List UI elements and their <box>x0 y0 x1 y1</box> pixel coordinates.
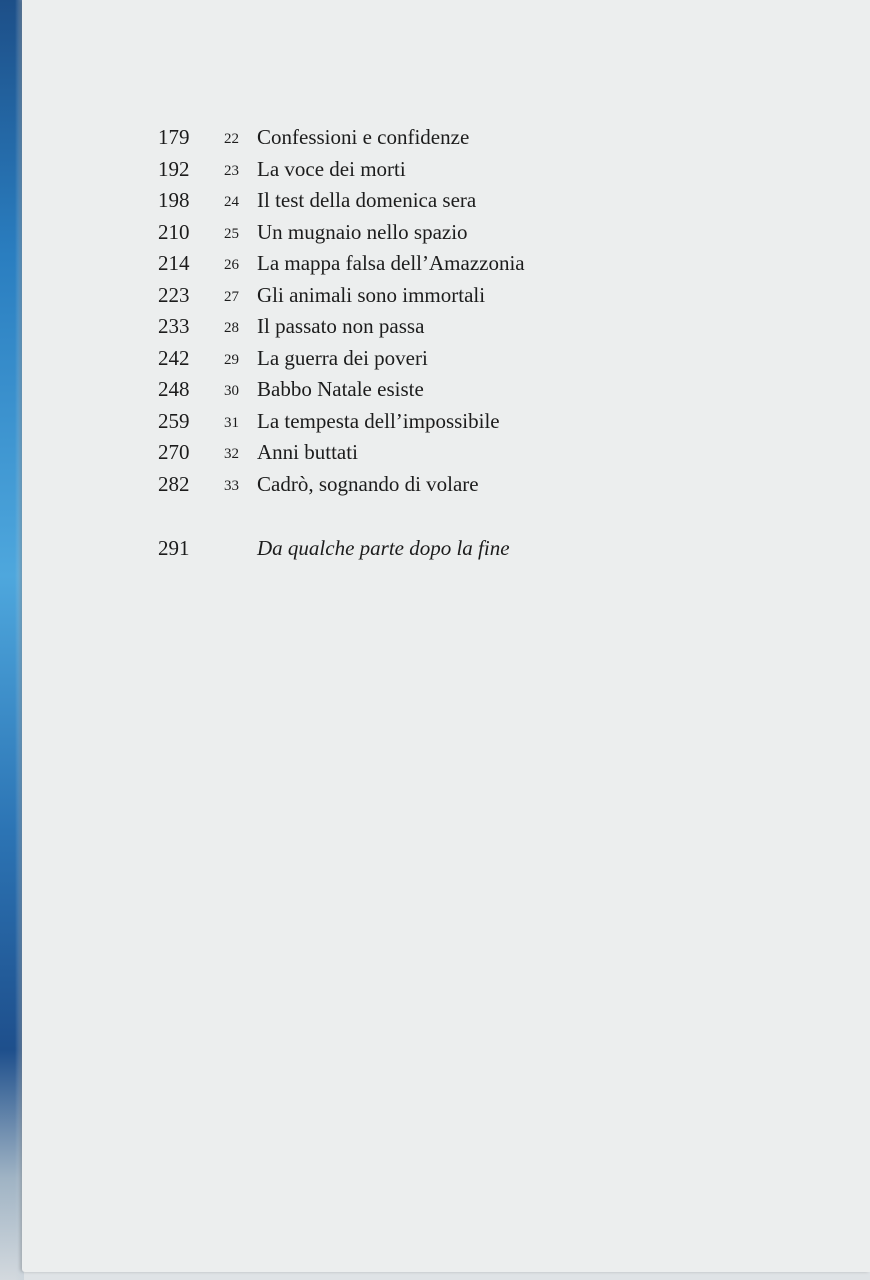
toc-page-number: 242 <box>158 345 190 370</box>
toc-entry <box>22 217 870 249</box>
toc-page-number: 248 <box>158 377 190 401</box>
toc-chapter-number: 29 <box>224 351 239 368</box>
toc-entry <box>22 343 870 375</box>
toc-page-number: 210 <box>158 219 190 244</box>
toc-chapter-title: Cadrò, sognando di volare <box>257 471 479 496</box>
toc-chapter-title: La guerra dei poveri <box>257 345 428 370</box>
toc-entry <box>22 248 870 280</box>
toc-chapter-title: Confessioni e confidenze <box>257 125 470 149</box>
toc-chapter-number: 26 <box>224 257 239 273</box>
toc-page-number: 223 <box>158 282 190 307</box>
toc-page-number: 179 <box>158 125 190 149</box>
toc-chapter-title: Anni buttati <box>257 440 358 464</box>
toc-epilogue-title: Da qualche parte dopo la fine <box>257 536 510 560</box>
toc-page-number: 282 <box>158 471 190 496</box>
toc-page-number: 270 <box>158 440 190 464</box>
table-of-contents <box>22 122 870 500</box>
toc-chapter-title: La voce dei morti <box>257 156 406 181</box>
toc-chapter-number: 31 <box>224 414 239 431</box>
toc-page-number: 233 <box>158 314 190 338</box>
toc-chapter-number: 25 <box>224 225 239 242</box>
toc-page-number: 259 <box>158 408 190 433</box>
toc-chapter-number: 28 <box>224 320 239 336</box>
toc-chapter-number: 22 <box>224 131 239 147</box>
book-page <box>22 0 870 1272</box>
toc-chapter-number: 27 <box>224 288 239 305</box>
toc-page-number: 192 <box>158 156 190 181</box>
toc-entry <box>22 185 870 217</box>
toc-entry <box>22 311 870 343</box>
toc-chapter-number: 24 <box>224 194 239 210</box>
toc-chapter-title: Il test della domenica sera <box>257 188 477 212</box>
toc-page-number: 214 <box>158 251 190 275</box>
toc-entry <box>22 154 870 186</box>
toc-chapter-title: Gli animali sono immortali <box>257 282 486 307</box>
toc-entry <box>22 437 870 469</box>
toc-entry <box>22 122 870 154</box>
toc-chapter-title: Il passato non passa <box>257 314 425 338</box>
toc-entry <box>22 374 870 406</box>
toc-page-number: 198 <box>158 188 190 212</box>
toc-page-number: 291 <box>158 536 190 560</box>
toc-entry <box>22 469 870 501</box>
toc-chapter-title: Babbo Natale esiste <box>257 377 424 401</box>
toc-chapter-number: 30 <box>224 383 239 399</box>
toc-chapter-number: 32 <box>224 446 239 462</box>
toc-chapter-number: 23 <box>224 162 239 179</box>
toc-chapter-title: Un mugnaio nello spazio <box>257 219 468 244</box>
toc-chapter-title: La tempesta dell’impossibile <box>257 408 500 433</box>
toc-entry <box>22 406 870 438</box>
toc-entry <box>22 280 870 312</box>
toc-epilogue-entry <box>22 533 870 565</box>
toc-chapter-number: 33 <box>224 477 239 494</box>
toc-chapter-title: La mappa falsa dell’Amazzonia <box>257 251 525 275</box>
